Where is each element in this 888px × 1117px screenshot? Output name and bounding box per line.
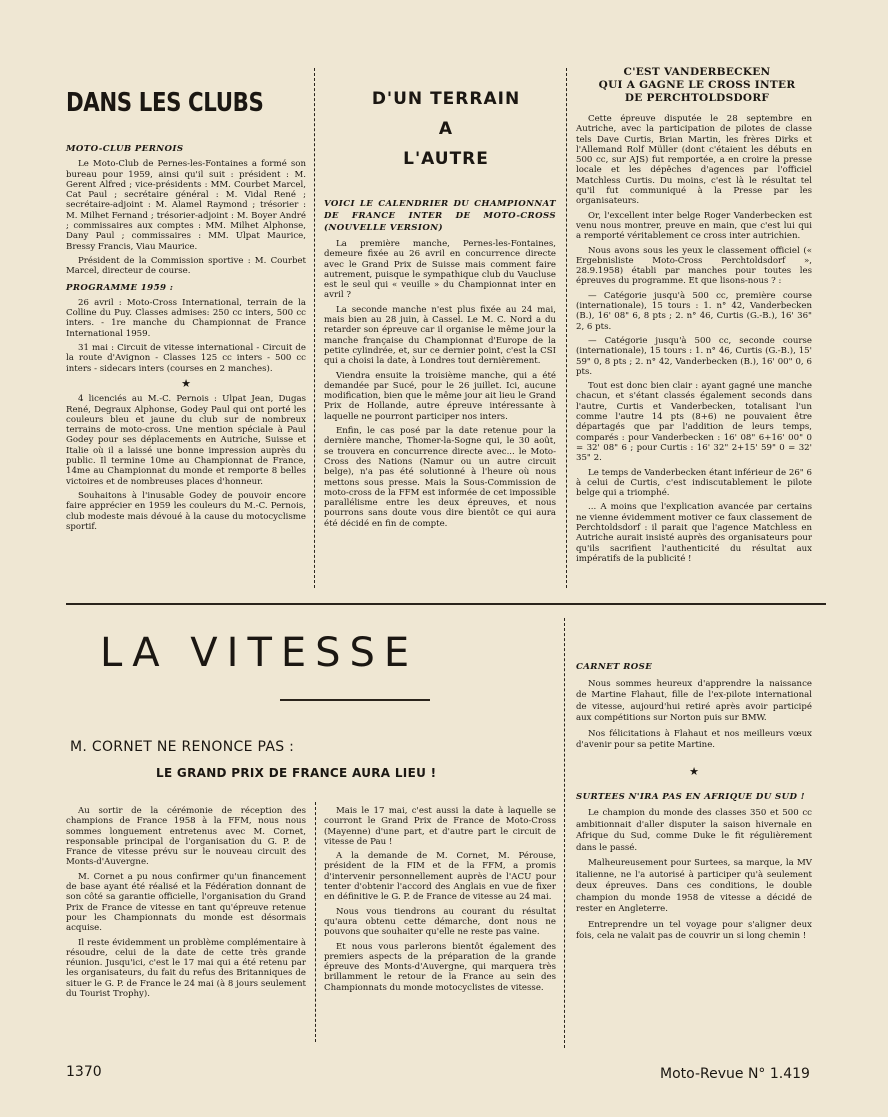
cornet-paragraph: A la demande de M. Cornet, M. Pérouse, président de la FIM et de la FFM, a promis d'intervenir personnellement auprès de l'ACU pour tenter d'obtenir l'accord des Anglais en vue de fixer en définitive le G. P. de France de vitesse au 24 mai. <box>324 851 556 903</box>
vdb-paragraph: Nous avons sous les yeux le classement officiel (« Ergebnisliste Moto-Cross Perchtoldsdorf », 28.9.1958) établi par manches pour toutes les épreuves du programme. Et que lisons-nous ? : <box>576 245 812 287</box>
heading-terrain-line2: A <box>438 119 454 139</box>
cornet-paragraph: Au sortir de la cérémonie de réception des champions de France 1958 à la FFM, nous nous sommes longuement entretenus avec M. Cornet, responsable principal de l'organisation du G. P. de France de vitesse prévu sur le nouveau circuit des Monts-d'Auvergne. <box>66 806 306 868</box>
vanderbecken-column <box>576 114 812 568</box>
carnet-paragraph: Nos félicitations à Flahaut et nos meilleurs vœux d'avenir pour sa petite Martine. <box>576 728 812 750</box>
cornet-column-1 <box>66 806 306 1003</box>
kicker-moto-club-pernois: MOTO-CLUB PERNOIS <box>66 144 184 154</box>
issue-label: Moto-Revue N° 1.419 <box>660 1066 810 1082</box>
surtees-paragraph: Le champion du monde des classes 350 et 500 cc ambitionnait d'aller disputer la saison hivernale en Afrique du Sud, comme Duke le fit régulièrement dans le passé. <box>576 808 812 853</box>
right-bottom-column <box>576 656 812 947</box>
vdb-paragraph: Or, l'excellent inter belge Roger Vanderbecken est venu nous montrer, preuve en main, que c'est lui qui a remporté véritablement ce cross inter autrichien. <box>576 210 812 242</box>
vitesse-underline <box>280 699 430 701</box>
cornet-paragraph: Nous vous tiendrons au courant du résultat qu'aura obtenu cette démarche, dont nous ne pouvons que souhaiter qu'elle ne reste pas vaine. <box>324 906 556 938</box>
cornet-column-2 <box>324 806 556 997</box>
terrain-paragraph: La première manche, Pernes-les-Fontaines, demeure fixée au 26 avril en concurrence directe avec le Grand Prix de Suisse mais comment faire autrement, puisque le sympathique club du Vaucluse est le seul qui « veuille » du Championnat inter en avril ? <box>324 239 556 301</box>
heading-terrain-line3: L'AUTRE <box>403 149 489 169</box>
vdb-paragraph: Tout est donc bien clair : ayant gagné une manche chacun, et s'étant classés également seconds dans l'autre, Curtis et Vanderbecken, totalisant l'un comme l'autre 14 pts (8+6) ne pouvaient être départagés que par l'addition de leurs temps, comparés : pour Vanderbecken : 16' 08" 6+16' 00" 0 = 32' 08" 6 ; pour Curtis : 16' 32" 2+15' 59" 0 = 32' 35" 2. <box>576 381 812 464</box>
vdb-paragraph: — Catégorie jusqu'à 500 cc, première course (internationale), 15 tours : 1. n° 42, Vanderbecken (B.), 16' 08" 6, 8 pts ; 2. n° 46, Curtis (G.-B.), 16' 36" 2, 6 pts. <box>576 290 812 332</box>
vdb-paragraph: Cette épreuve disputée le 28 septembre en Autriche, avec la participation de pilotes de classe tels Dave Curtis, Brian Martin, les frères Dirks et l'Allemand Rolf Müller (dont c'étaient les débuts en 500 cc, sur AJS) fut remportée, a en croire la presse locale et les dépêches d'agences par l'officiel Matchless Curtis. Du moins, c'est là le résultat tel qu'il fut communiqué à la Presse par les organisateurs. <box>576 114 812 207</box>
heading-vanderbecken <box>572 66 822 105</box>
terrain-column <box>324 192 556 533</box>
clubs-paragraph: Président de la Commission sportive : M. Courbet Marcel, directeur de course. <box>66 255 306 277</box>
heading-dans-les-clubs: DANS LES CLUBS <box>66 88 264 118</box>
terrain-paragraph: Viendra ensuite la troisième manche, qui a été demandée par Sucé, pour le 26 juillet. Ici, aucune modification, bien que le même jour ait lieu le Grand Prix de Hollande, autre épreuve intéressante à laquelle ne pourront participer nos inters. <box>324 370 556 422</box>
vdb-paragraph: — Catégorie jusqu'à 500 cc, seconde course (internationale), 15 tours : 1. n° 46, Curtis (G.-B.), 15' 59" 0, 8 pts ; 2. n° 42, Vanderbecken (B.), 16' 00" 0, 6 pts. <box>576 335 812 377</box>
heading-terrain-line1: D'UN TERRAIN <box>371 89 521 109</box>
clubs-paragraph: Le Moto-Club de Pernes-les-Fontaines a formé son bureau pour 1959, ainsi qu'il suit : président : M. Gerent Alfred ; vice-présidents : MM. Courbet Marcel, Cat Paul ; secrétaire général : M. Vidal René ; secrétaire-adjoint : M. Alamel Raymond ; trésorier : M. Milhet Fernand ; trésorier-adjoint : M. Boyer André ; commissaires aux comptes : MM. Milhet Alphonse, Dany Paul ; commissaires : MM. Ulpat Maurice, Bressy Francis, Viau Maurice. <box>66 159 306 252</box>
vdb-paragraph: Le temps de Vanderbecken étant inférieur de 26" 6 à celui de Curtis, c'est indiscutablement le pilote belge qui a triomphé. <box>576 467 812 499</box>
cornet-paragraph: Il reste évidemment un problème complémentaire à résoudre, celui de la date de cette très grande réunion. Jusqu'ici, c'est le 17 mai qui a été retenu par les organisateurs, du fait du refus des Britanniques de situer le G. P. de France le 24 mai (à 8 jours seulement du Tourist Trophy). <box>66 937 306 1000</box>
star-separator: ★ <box>689 764 699 778</box>
column-rule-1 <box>314 68 315 588</box>
heading-vdb-line3: DE PERCHTOLDSDORF <box>624 92 770 104</box>
star-separator: ★ <box>181 376 191 390</box>
column-rule-3 <box>564 618 565 1048</box>
vdb-paragraph: ... A moins que l'explication avancée par certains ne vienne évidemment motiver ce faux classement de Perchtoldsdorf : il parait que l'agence Matchless en Autriche aurait insisté auprès des organisateurs pour qu'ils sacrifient l'authenticité du résultat aux impératifs de la publicité ! <box>576 502 812 564</box>
heading-grand-prix: LE GRAND PRIX DE FRANCE AURA LIEU ! <box>156 766 437 780</box>
kicker-programme: PROGRAMME 1959 : <box>66 282 174 293</box>
section-divider <box>66 603 826 605</box>
column-rule-4 <box>315 802 316 1042</box>
heading-vdb-line2: QUI A GAGNE LE CROSS INTER <box>598 79 796 91</box>
heading-vdb-line1: C'EST VANDERBECKEN <box>623 66 771 78</box>
kicker-surtees: SURTEES N'IRA PAS EN AFRIQUE DU SUD ! <box>576 792 805 802</box>
carnet-paragraph: Nous sommes heureux d'apprendre la naissance de Martine Flahaut, fille de l'ex-pilote international de vitesse, aujourd'hui retiré après avoir participé aux compétitions sur Norton puis sur BMW. <box>576 678 812 723</box>
heading-cornet: M. CORNET NE RENONCE PAS : <box>70 739 295 755</box>
clubs-paragraph: Souhaitons à l'inusable Godey de pouvoir encore faire apprécier en 1959 les couleurs du M.-C. Pernois, club modeste mais dévoué à la cause du motocyclisme sportif. <box>66 490 306 532</box>
column-rule-2 <box>566 68 567 588</box>
surtees-paragraph: Entreprendre un tel voyage pour s'aligner deux fois, cela ne valait pas de couvrir un si long chemin ! <box>576 919 812 941</box>
terrain-paragraph: La seconde manche n'est plus fixée au 24 mai, mais bien au 28 juin, à Cassel. Le M. C. Nord a du retarder son épreuve car il organise le même jour la manche française du Championnat d'Europe de la petite cylindrée, et, sur ce dernier point, c'est la CSI qui a choisi la date, à Londres tout dernièrement. <box>324 304 556 367</box>
cornet-paragraph: Mais le 17 mai, c'est aussi la date à laquelle se courront le Grand Prix de France de Moto-Cross (Mayenne) d'une part, et d'autre part le circuit de vitesse de Pau ! <box>324 806 556 847</box>
clubs-paragraph: 31 mai : Circuit de vitesse international - Circuit de la route d'Avignon - Classes 125 cc inters - 500 cc inters - sidecars inters (courses en 2 manches). <box>66 343 306 374</box>
clubs-column <box>66 138 306 536</box>
clubs-paragraph: 4 licenciés au M.-C. Pernois : Ulpat Jean, Dugas René, Degraux Alphonse, Godey Paul qui ont porté les couleurs bleu et jaune du club sur de nombreux terrains de moto-cross. Une mention spéciale à Paul Godey pour ses déplacements en Autriche, Suisse et Italie où il a laissé une bonne impression auprès du public. Il termine 10me au Championnat de France, 14me au Championnat du monde et remporte 8 belles victoires et de nombreuses places d'honneur. <box>66 394 306 487</box>
kicker-carnet-rose: CARNET ROSE <box>576 662 653 672</box>
kicker-calendrier: VOICI LE CALENDRIER DU CHAMPIONNAT DE FRANCE INTER DE MOTO-CROSS (NOUVELLE VERSION) <box>324 199 556 233</box>
cornet-paragraph: Et nous vous parlerons bientôt également des premiers aspects de la préparation de la grande épreuve des Monts-d'Auvergne, qui marquera très brillamment le retour de la France au sein des Championnats du monde motocyclistes de vitesse. <box>324 941 556 993</box>
heading-la-vitesse: LA VITESSE <box>100 630 419 676</box>
terrain-paragraph: Enfin, le cas posé par la date retenue pour la dernière manche, Thomer-la-Sogne qui, le 30 août, se trouvera en concurrence directe avec... le Moto-Cross des Nations (Namur ou un autre circuit belge), n'a pas été solutionné à l'heure où nous mettons sous presse. Mais la Sous-Commission de moto-cross de la FFM est informée de cet impossible parallélisme entre les deux épreuves, et nous pourrons sans doute vous dire bientôt ce qui aura été décidé en fin de compte. <box>324 426 556 529</box>
surtees-paragraph: Malheureusement pour Surtees, sa marque, la MV italienne, ne l'a autorisé à participer qu'à seulement deux épreuves. Dans ces conditions, le double champion du monde 1958 de vitesse a décidé de rester en Angleterre. <box>576 858 812 914</box>
heading-terrain <box>326 84 566 174</box>
cornet-paragraph: M. Cornet a pu nous confirmer qu'un financement de base ayant été réalisé et la Fédération donnant de son côté sa garantie officielle, l'organisation du Grand Prix de France de vitesse en tant qu'épreuve retenue pour les Championnats du monde est désormais acquise. <box>66 871 306 934</box>
page-number: 1370 <box>66 1064 102 1080</box>
clubs-paragraph: 26 avril : Moto-Cross International, terrain de la Colline du Puy. Classes admises: 250 cc inters, 500 cc inters. - 1re manche du Championnat de France International 1959. <box>66 297 306 339</box>
